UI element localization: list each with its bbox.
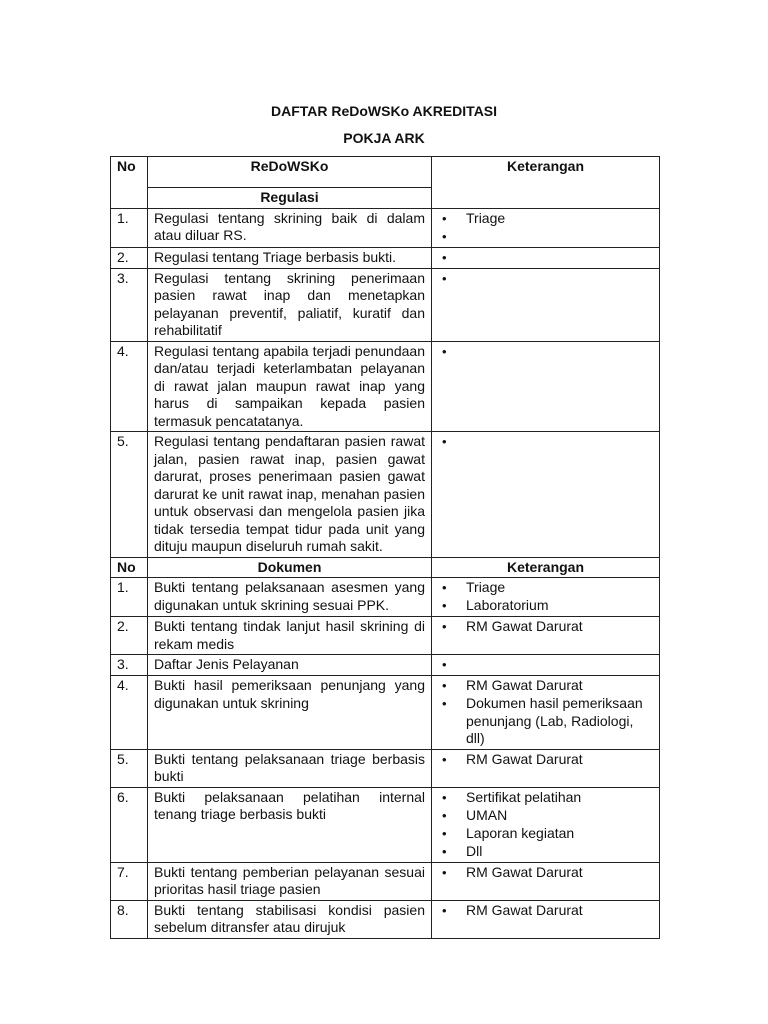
keterangan-item: • RM Gawat Darurat — [438, 864, 653, 882]
keterangan-item: • Dokumen hasil pemeriksaan penunjang (Lab, Radiologi, dll) — [438, 695, 653, 748]
regulasi-row-text: Regulasi tentang skrining baik di dalam atau diluar RS. — [148, 208, 432, 247]
dokumen-row-text: Bukti pelaksanaan pelatihan internal tenang triage berbasis bukti — [148, 787, 432, 862]
dokumen-row-number: 3. — [111, 655, 148, 676]
dokumen-row — [111, 578, 660, 617]
regulasi-row-keterangan — [432, 341, 660, 432]
keterangan-item: • RM Gawat Darurat — [438, 751, 653, 769]
dokumen-row-keterangan — [432, 578, 660, 617]
regulasi-row-number: 4. — [111, 341, 148, 432]
keterangan-item — [438, 270, 653, 288]
dokumen-row-text: Bukti tentang pelaksanaan triage berbasis bukti — [148, 749, 432, 787]
keterangan-list — [438, 210, 653, 246]
keterangan-item: • Sertifikat pelatihan — [438, 789, 653, 807]
keterangan-list — [438, 618, 653, 636]
regulasi-row-text: Regulasi tentang pendaftaran pasien rawat jalan, pasien rawat inap, pasien gawat darurat, proses penerimaan pasien gawat darurat ke unit rawat inap, menahan pasien untuk observasi dan mengelola pasien jika tidak tersedia tempat tidur pada unit yang dituju maupun diseluruh rumah sakit. — [148, 432, 432, 558]
keterangan-list — [438, 249, 653, 267]
keterangan-item — [438, 656, 653, 674]
dokumen-row-number: 6. — [111, 787, 148, 862]
keterangan-list — [438, 902, 653, 920]
regulasi-row-keterangan — [432, 208, 660, 247]
header-row — [111, 157, 660, 188]
dokumen-row-keterangan — [432, 749, 660, 787]
dokumen-header-no: No — [111, 557, 148, 578]
keterangan-list — [438, 751, 653, 769]
dokumen-row-text: Daftar Jenis Pelayanan — [148, 655, 432, 676]
regulasi-row-text: Regulasi tentang apabila terjadi penundaan dan/atau terjadi keterlambatan pelayanan di rawat jalan maupun rawat inap yang harus di sampaikan kepada pasien termasuk pencatatanya. — [148, 341, 432, 432]
dokumen-row-number: 7. — [111, 862, 148, 900]
dokumen-row-keterangan — [432, 676, 660, 750]
dokumen-row-number: 1. — [111, 578, 148, 617]
regulasi-row-text: Regulasi tentang Triage berbasis bukti. — [148, 247, 432, 268]
keterangan-list — [438, 677, 653, 748]
regulasi-row-number: 1. — [111, 208, 148, 247]
keterangan-item: • Triage — [438, 210, 653, 228]
regulasi-row — [111, 247, 660, 268]
header-no: No — [111, 157, 148, 209]
redowsko-table — [110, 156, 660, 939]
keterangan-list — [438, 864, 653, 882]
regulasi-row — [111, 268, 660, 341]
document-title: DAFTAR ReDoWSKo AKREDITASI — [270, 103, 498, 119]
dokumen-header-row — [111, 557, 660, 578]
keterangan-item: • Laporan kegiatan — [438, 825, 653, 843]
regulasi-row-text: Regulasi tentang skrining penerimaan pasien rawat inap dan menetapkan pelayanan preventif, paliatif, kuratif dan rehabilitatif — [148, 268, 432, 341]
dokumen-row-text: Bukti hasil pemeriksaan penunjang yang digunakan untuk skrining — [148, 676, 432, 750]
dokumen-row-text: Bukti tentang tindak lanjut hasil skrining di rekam medis — [148, 617, 432, 655]
keterangan-item: • Dll — [438, 843, 653, 861]
header-keterangan: Keterangan — [432, 157, 660, 209]
dokumen-row-number: 4. — [111, 676, 148, 750]
dokumen-header-dokumen: Dokumen — [148, 557, 432, 578]
keterangan-item — [438, 228, 653, 246]
keterangan-list — [438, 789, 653, 861]
dokumen-row — [111, 676, 660, 750]
dokumen-row — [111, 749, 660, 787]
keterangan-item: • RM Gawat Darurat — [438, 902, 653, 920]
dokumen-row-number: 8. — [111, 900, 148, 938]
dokumen-row-keterangan — [432, 862, 660, 900]
regulasi-row — [111, 432, 660, 558]
regulasi-row-keterangan — [432, 247, 660, 268]
regulasi-row-keterangan — [432, 432, 660, 558]
document-subtitle: POKJA ARK — [343, 130, 425, 146]
dokumen-row — [111, 787, 660, 862]
dokumen-row-number: 2. — [111, 617, 148, 655]
keterangan-item: • Triage — [438, 579, 653, 597]
dokumen-row-text: Bukti tentang stabilisasi kondisi pasien sebelum ditransfer atau dirujuk — [148, 900, 432, 938]
dokumen-row-text: Bukti tentang pemberian pelayanan sesuai prioritas hasil triage pasien — [148, 862, 432, 900]
keterangan-item: • RM Gawat Darurat — [438, 677, 653, 695]
dokumen-row — [111, 617, 660, 655]
regulasi-row-number: 3. — [111, 268, 148, 341]
keterangan-item: • Laboratorium — [438, 597, 653, 615]
dokumen-row-keterangan — [432, 900, 660, 938]
keterangan-list — [438, 579, 653, 615]
dokumen-row-text: Bukti tentang pelaksanaan asesmen yang digunakan untuk skrining sesuai PPK. — [148, 578, 432, 617]
regulasi-row-number: 5. — [111, 432, 148, 558]
regulasi-row-keterangan — [432, 268, 660, 341]
dokumen-row-keterangan — [432, 617, 660, 655]
keterangan-item: • UMAN — [438, 807, 653, 825]
regulasi-row — [111, 341, 660, 432]
dokumen-row-keterangan — [432, 655, 660, 676]
dokumen-row — [111, 655, 660, 676]
regulasi-row-number: 2. — [111, 247, 148, 268]
dokumen-header-keterangan: Keterangan — [432, 557, 660, 578]
keterangan-item: • RM Gawat Darurat — [438, 618, 653, 636]
dokumen-row-keterangan — [432, 787, 660, 862]
regulasi-row — [111, 208, 660, 247]
keterangan-list — [438, 433, 653, 451]
keterangan-item — [438, 433, 653, 451]
keterangan-item — [438, 249, 653, 267]
keterangan-list — [438, 270, 653, 288]
header-redowsko: ReDoWSKo — [148, 157, 432, 188]
header-regulasi: Regulasi — [148, 188, 432, 209]
keterangan-list — [438, 343, 653, 361]
keterangan-list — [438, 656, 653, 674]
dokumen-row-number: 5. — [111, 749, 148, 787]
dokumen-row — [111, 862, 660, 900]
dokumen-row — [111, 900, 660, 938]
keterangan-item — [438, 343, 653, 361]
